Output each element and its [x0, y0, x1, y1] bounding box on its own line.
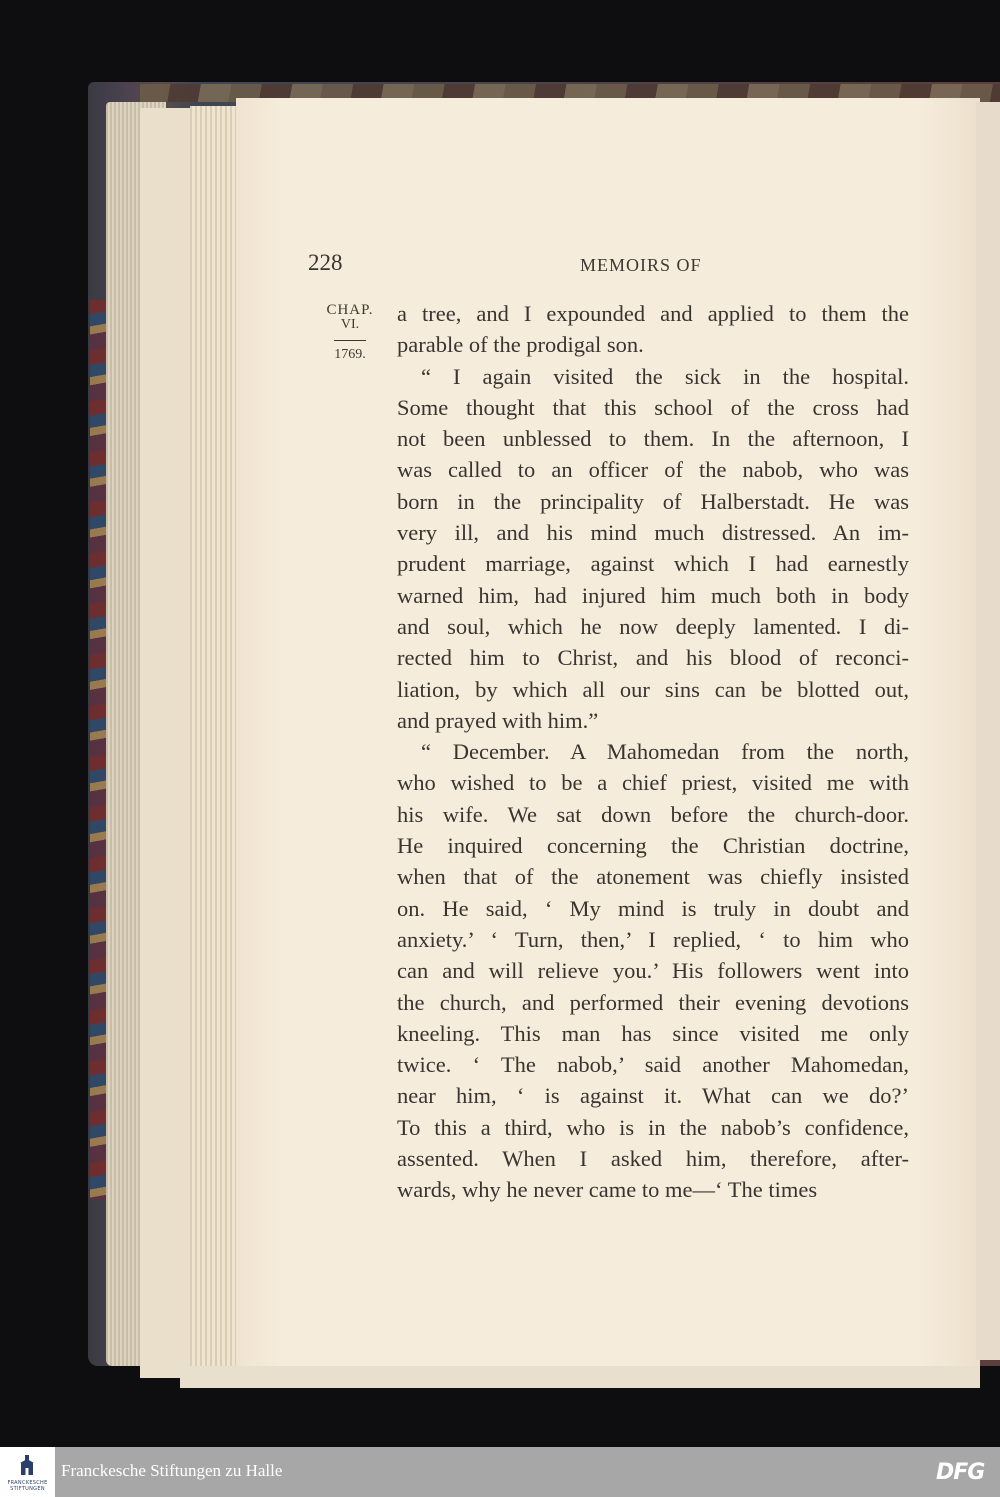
text-line: “ December. A Mahomedan from the north,	[421, 739, 909, 765]
bottom-page-edge	[180, 1366, 980, 1388]
text-line: and prayed with him.”	[397, 707, 599, 733]
text-line: warned him, had injured him much both in body	[397, 582, 909, 608]
text-line: when that of the atonement was chiefly insisted	[397, 864, 909, 890]
right-page-edge	[976, 102, 1000, 1360]
margin-note	[320, 302, 380, 363]
text-line: can and will relieve you.’ His followers went into	[397, 958, 909, 984]
text-line: assented. When I asked him, therefore, after-	[397, 1146, 909, 1172]
institution-logo	[0, 1447, 55, 1497]
text-line: the church, and performed their evening devotions	[397, 989, 909, 1015]
page-number: 228	[308, 250, 343, 275]
text-line: near him, ‘ is against it. What can we do?’	[397, 1083, 909, 1109]
text-line: twice. ‘ The nabob,’ said another Mahomedan,	[397, 1052, 909, 1078]
dfg-logo: DFG	[936, 1460, 985, 1485]
text-line: prudent marriage, against which I had earnestly	[397, 551, 909, 577]
text-line: liation, by which all our sins can be blotted out,	[397, 676, 909, 702]
text-line: very ill, and his mind much distressed. An im-	[397, 520, 909, 546]
logo-text: FRANCKESCHE STIFTUNGEN	[7, 1480, 48, 1492]
margin-year: 1769.	[334, 347, 366, 362]
footer-bar	[0, 1447, 1000, 1497]
text-line: Some thought that this school of the cross had	[397, 394, 909, 420]
running-head: MEMOIRS OF	[580, 255, 702, 275]
building-icon	[18, 1455, 36, 1477]
text-line: who wished to be a chief priest, visited me with	[397, 770, 909, 796]
text-line: parable of the prodigal son.	[397, 332, 644, 358]
text-line: wards, why he never came to me—‘ The times	[397, 1177, 818, 1203]
text-line: born in the principality of Halberstadt. He was	[397, 488, 909, 514]
institution-name: Franckesche Stiftungen zu Halle	[61, 1461, 283, 1480]
text-line: He inquired concerning the Christian doctrine,	[397, 833, 909, 859]
text-line: kneeling. This man has since visited me only	[397, 1020, 909, 1046]
text-line: on. He said, ‘ My mind is truly in doubt and	[397, 895, 909, 921]
margin-rule	[334, 340, 366, 341]
text-line: was called to an officer of the nabob, who was	[397, 457, 909, 483]
text-line: “ I again visited the sick in the hospital.	[421, 363, 909, 389]
chapter-label: CHAP.	[326, 302, 374, 318]
text-line: his wife. We sat down before the church-door.	[397, 801, 909, 827]
text-line: To this a third, who is in the nabob’s confidence,	[397, 1114, 909, 1140]
body-text	[397, 298, 909, 1206]
chapter-number: VI.	[340, 317, 360, 332]
text-line: anxiety.’ ‘ Turn, then,’ I replied, ‘ to him who	[397, 926, 909, 952]
text-line: not been unblessed to them. In the afternoon, I	[397, 426, 909, 452]
text-line: rected him to Christ, and his blood of reconci-	[397, 645, 909, 671]
text-line: and soul, which he now deeply lamented. I di-	[397, 613, 909, 639]
text-line: a tree, and I expounded and applied to them the	[397, 301, 909, 326]
